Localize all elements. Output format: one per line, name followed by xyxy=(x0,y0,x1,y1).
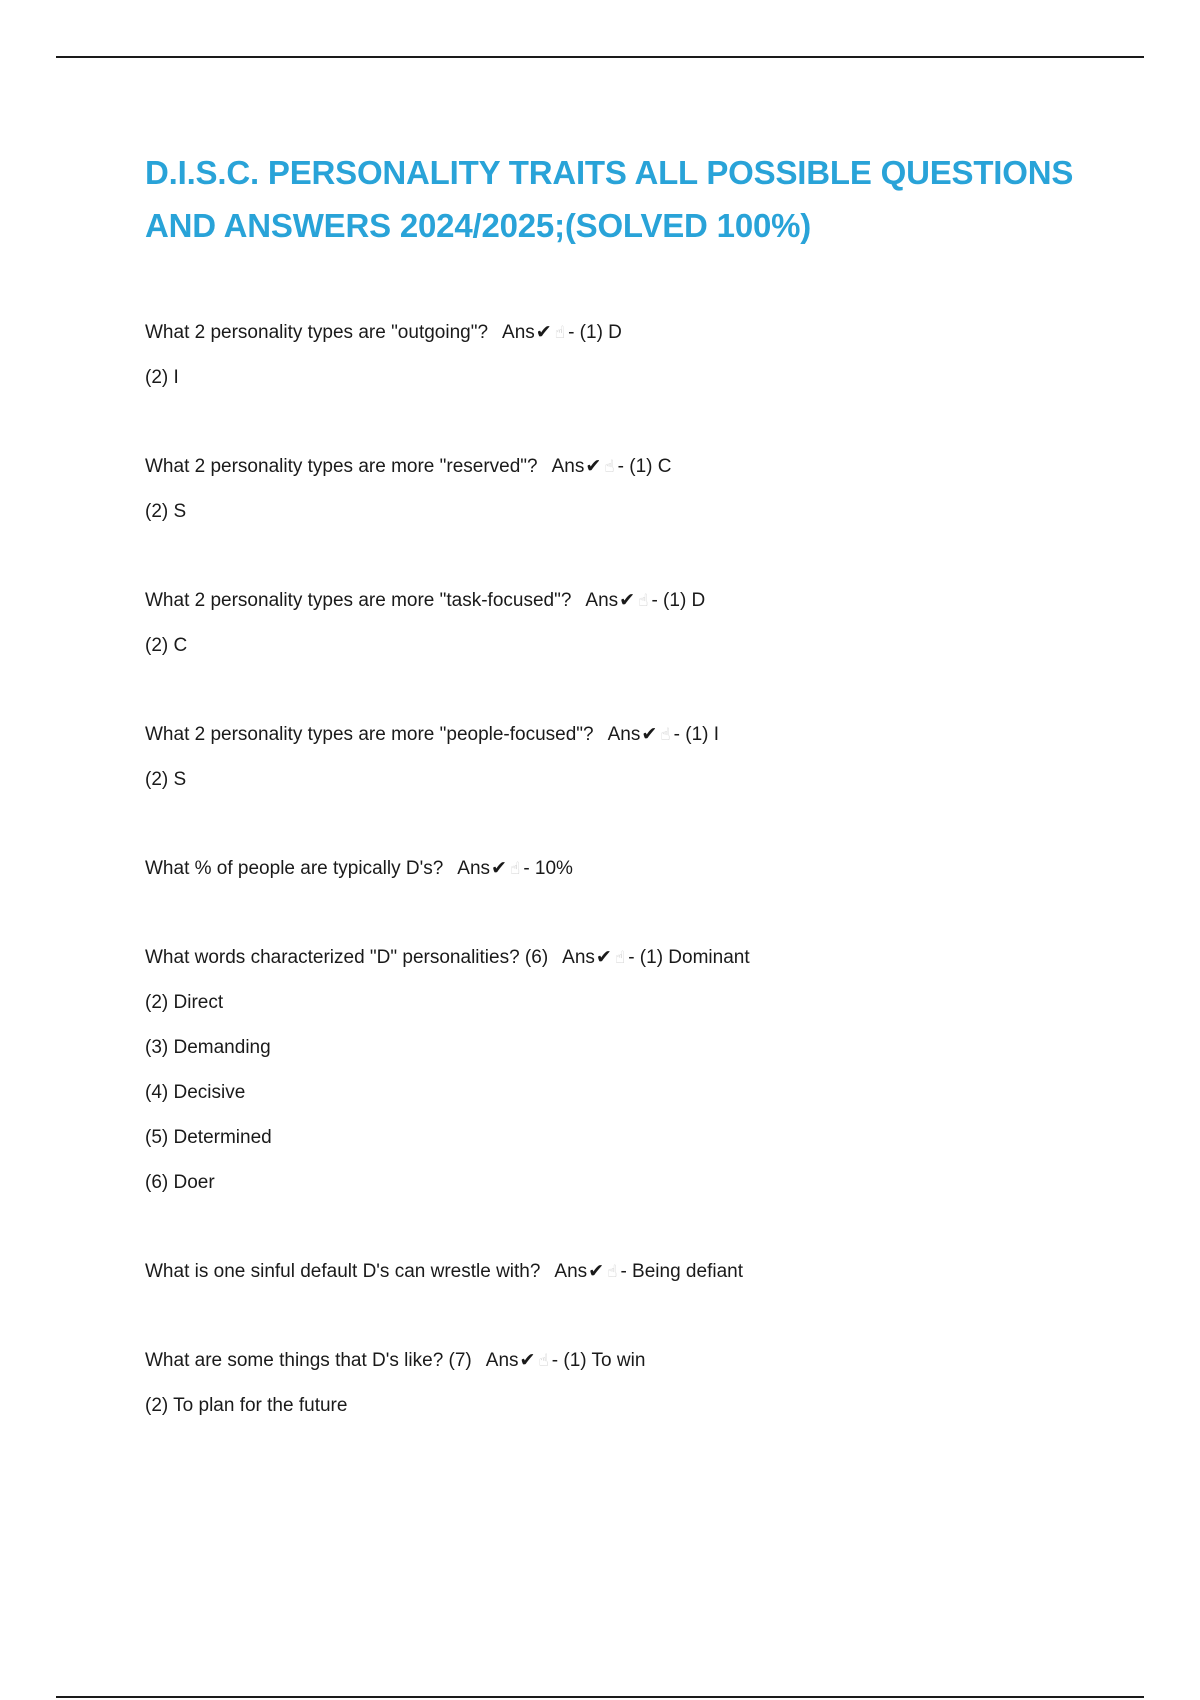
question-line xyxy=(145,846,1105,891)
answer-text: - (1) D xyxy=(651,590,706,611)
question-text: What 2 personality types are more "reserved"? xyxy=(145,456,538,477)
qa-list xyxy=(145,310,1105,1428)
question-line xyxy=(145,935,1105,980)
answer-prefix: Ans xyxy=(554,1261,588,1282)
qa-item xyxy=(145,310,1105,400)
question-text: What is one sinful default D's can wrestle with? xyxy=(145,1261,541,1282)
answer-continuation: (2) I xyxy=(145,367,179,388)
question-text: What 2 personality types are more "task-focused"? xyxy=(145,590,572,611)
question-text: What are some things that D's like? (7) xyxy=(145,1350,472,1371)
question-line xyxy=(145,1338,1105,1383)
qa-item xyxy=(145,578,1105,668)
question-text: What % of people are typically D's? xyxy=(145,858,444,879)
checkmark-icon: ✔ xyxy=(519,1350,536,1371)
answer-prefix: Ans xyxy=(551,456,585,477)
answer-continuation: (6) Doer xyxy=(145,1172,215,1193)
answer-continuation: (3) Demanding xyxy=(145,1037,271,1058)
answer-prefix: Ans xyxy=(502,322,535,343)
hand-point-icon: ☝ xyxy=(660,725,671,744)
answer-continuation: (2) S xyxy=(145,501,187,522)
answer-continuation: (4) Decisive xyxy=(145,1082,246,1103)
footer-rule xyxy=(56,1696,1144,1698)
qa-item xyxy=(145,846,1105,891)
hand-point-icon: ☝ xyxy=(554,323,566,342)
checkmark-icon: ✔ xyxy=(641,724,658,745)
header-rule xyxy=(56,56,1144,58)
answer-prefix: Ans xyxy=(585,590,619,611)
qa-item xyxy=(145,1338,1105,1428)
answer-text: - 10% xyxy=(523,858,573,879)
hand-point-icon: ☝ xyxy=(638,591,649,610)
answer-prefix: Ans xyxy=(607,724,641,745)
answer-text: - (1) I xyxy=(673,724,720,745)
question-text: What words characterized "D" personalities? (6) xyxy=(145,947,549,968)
answer-continuation: (2) S xyxy=(145,769,187,790)
answer-prefix: Ans xyxy=(485,1350,519,1371)
checkmark-icon: ✔ xyxy=(588,1261,605,1282)
question-line xyxy=(145,712,1105,757)
hand-point-icon: ☝ xyxy=(604,457,615,476)
checkmark-icon: ✔ xyxy=(491,858,507,879)
answer-text: - (1) D xyxy=(568,322,622,343)
hand-point-icon: ☝ xyxy=(538,1351,549,1370)
answer-continuation: (2) C xyxy=(145,635,188,656)
answer-text: - (1) To win xyxy=(551,1350,646,1371)
qa-item xyxy=(145,712,1105,802)
hand-point-icon: ☝ xyxy=(614,948,626,967)
checkmark-icon: ✔ xyxy=(619,590,636,611)
question-line xyxy=(145,1249,1105,1294)
answer-text: - (1) C xyxy=(617,456,672,477)
checkmark-icon: ✔ xyxy=(585,456,602,477)
checkmark-icon: ✔ xyxy=(595,947,612,968)
qa-item xyxy=(145,935,1105,1205)
qa-item xyxy=(145,444,1105,534)
checkmark-icon: ✔ xyxy=(535,322,552,343)
document-title: D.I.S.C. PERSONALITY TRAITS ALL POSSIBLE QUESTIONS AND ANSWERS 2024/2025;(SOLVED 100%) xyxy=(145,154,1074,244)
answer-continuation: (2) To plan for the future xyxy=(145,1395,348,1416)
question-line xyxy=(145,578,1105,623)
answer-text: - (1) Dominant xyxy=(628,947,750,968)
document-body xyxy=(145,146,1105,1472)
qa-item xyxy=(145,1249,1105,1294)
answer-text: - Being defiant xyxy=(620,1261,743,1282)
answer-continuation: (5) Determined xyxy=(145,1127,272,1148)
hand-point-icon: ☝ xyxy=(509,859,521,878)
question-line xyxy=(145,444,1105,489)
question-text: What 2 personality types are more "people-focused"? xyxy=(145,724,594,745)
question-text: What 2 personality types are "outgoing"? xyxy=(145,322,489,343)
answer-continuation: (2) Direct xyxy=(145,992,224,1013)
answer-prefix: Ans xyxy=(457,858,491,879)
hand-point-icon: ☝ xyxy=(607,1262,618,1281)
answer-prefix: Ans xyxy=(562,947,595,968)
question-line xyxy=(145,310,1105,355)
